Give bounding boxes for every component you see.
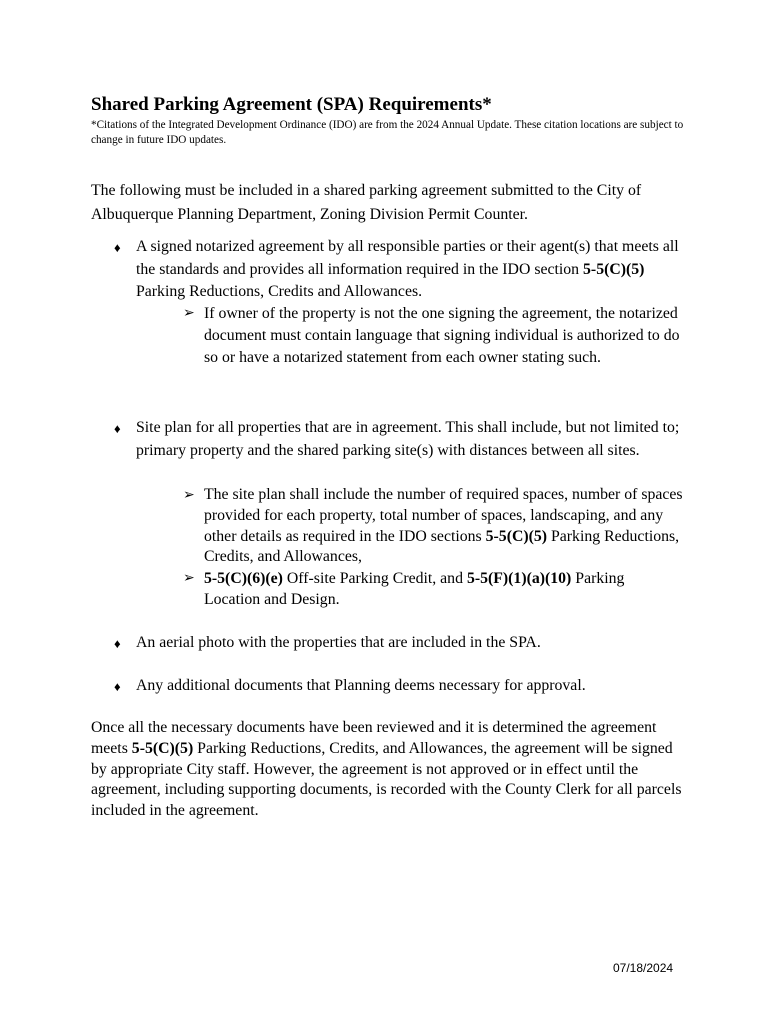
page-title: Shared Parking Agreement (SPA) Requirements*: [91, 94, 492, 115]
ido-reference: 5-5(C)(5): [131, 739, 194, 757]
intro-paragraph: The following must be included in a shared parking agreement submitted to the City of Albuquerque Planning Department, Zoning Division Permit Counter.: [91, 182, 642, 223]
ido-reference: 5-5(C)(5): [583, 260, 645, 278]
document-date: 07/18/2024: [613, 961, 674, 975]
sub-bullet-offsite-parking: 5-5(C)(6)(e) Off-site Parking Credit, and 5-5(F)(1)(a)(10) Parking Location and Design.: [204, 570, 625, 608]
bullet-notarized-agreement: A signed notarized agreement by all responsible parties or their agent(s) that meets all the standards and provides all information required in the IDO section 5-5(C)(5) Parking Reductions, Credits and Allowances.: [136, 238, 679, 300]
diamond-bullet-icon: ♦: [114, 636, 121, 651]
ido-reference: 5-5(F)(1)(a)(10): [466, 570, 572, 587]
diamond-bullet-icon: ♦: [114, 421, 121, 436]
citation-note: *Citations of the Integrated Development Ordinance (IDO) are from the 2024 Annual Update. These citation locations are subject to change in future IDO updates.: [91, 119, 684, 146]
ido-reference: 5-5(C)(5): [485, 527, 548, 545]
diamond-bullet-icon: ♦: [114, 679, 121, 694]
sub-bullet-owner-signing: If owner of the property is not the one signing the agreement, the notarized document must contain language that signing individual is authorized to do so or have a notarized statement from each owner stating such.: [204, 305, 680, 366]
bullet-aerial-photo: An aerial photo with the properties that are included in the SPA.: [136, 634, 541, 651]
arrow-bullet-icon: ➢: [183, 571, 195, 586]
diamond-bullet-icon: ♦: [114, 240, 121, 255]
closing-paragraph: Once all the necessary documents have been reviewed and it is determined the agreement meets 5-5(C)(5) Parking Reductions, Credits, and Allowances, the agreement will be signed by appropriate City staff. However, the agreement is not approved or in effect until the agreement, including supporting documents, is recorded with the County Clerk for all parcels included in the agreement.: [91, 719, 682, 820]
sub-bullet-site-plan-details: The site plan shall include the number of required spaces, number of spaces provided for each property, total number of spaces, landscaping, and any other details as required in the IDO sections 5-5(C)(5) Parking Reductions, Credits, and Allowances,: [204, 486, 683, 566]
bullet-site-plan: Site plan for all properties that are in agreement. This shall include, but not limited to; primary property and the shared parking site(s) with distances between all sites.: [136, 419, 680, 459]
bullet-additional-documents: Any additional documents that Planning deems necessary for approval.: [136, 677, 586, 694]
arrow-bullet-icon: ➢: [183, 488, 195, 503]
arrow-bullet-icon: ➢: [183, 306, 195, 321]
ido-reference: 5-5(C)(6)(e): [204, 570, 283, 587]
